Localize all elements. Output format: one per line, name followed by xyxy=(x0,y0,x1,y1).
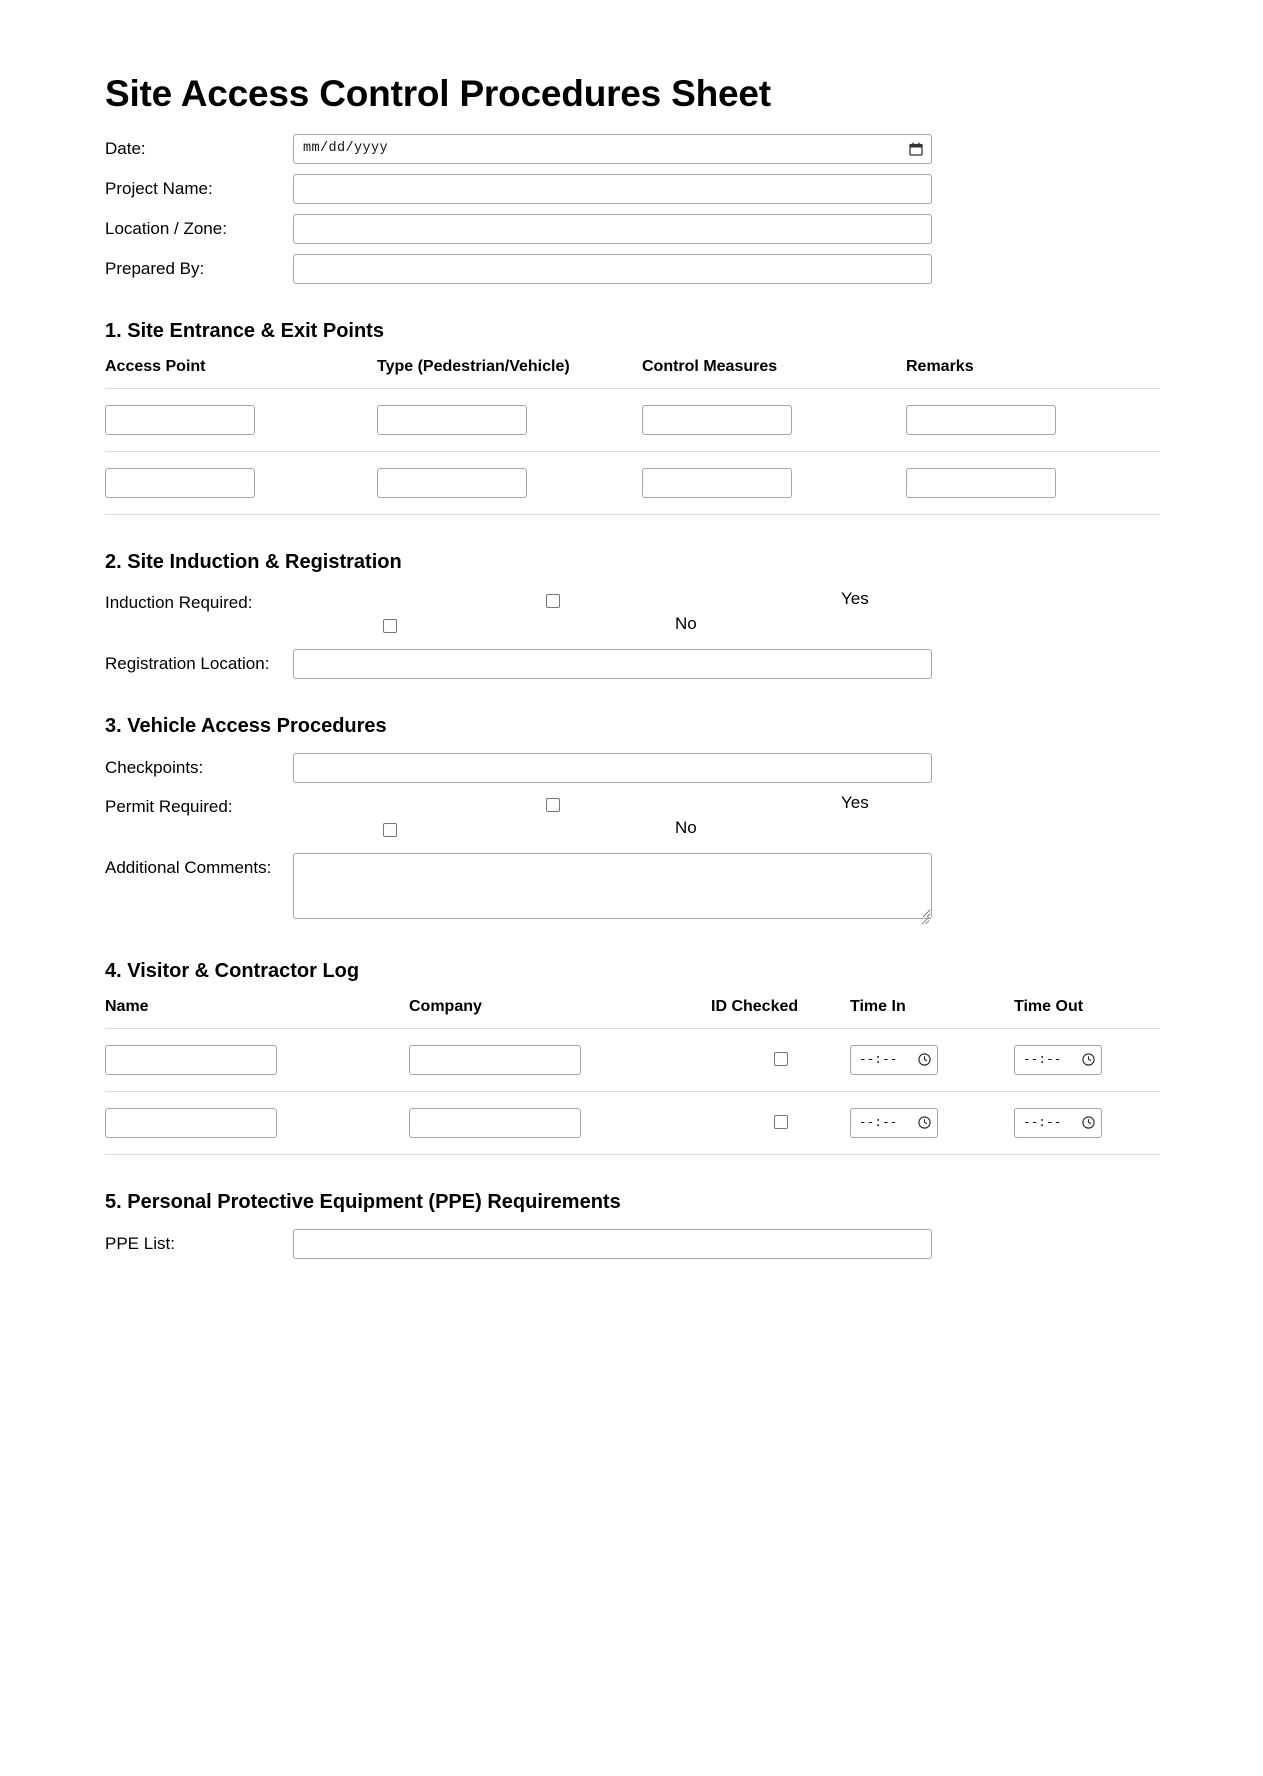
type-input-row1[interactable] xyxy=(377,405,527,435)
clock-icon[interactable] xyxy=(918,1116,931,1129)
field-row-location-zone xyxy=(105,214,1160,244)
date-input-wrapper[interactable] xyxy=(293,134,932,164)
access-point-input-row2[interactable] xyxy=(105,468,255,498)
induction-required-yes-label: Yes xyxy=(841,588,869,608)
time-in-input-row2[interactable] xyxy=(850,1108,938,1138)
field-row-date xyxy=(105,134,1160,164)
visitor-company-input-row2[interactable] xyxy=(409,1108,581,1138)
visitor-contractor-log-table xyxy=(105,998,1160,1155)
id-checked-checkbox-row1[interactable] xyxy=(774,1052,788,1066)
ppe-list-control xyxy=(293,1229,932,1259)
date-control xyxy=(293,134,932,164)
checkpoints-label: Checkpoints: xyxy=(105,757,204,777)
cell-control-measures xyxy=(642,451,906,514)
permit-required-yes-checkbox[interactable] xyxy=(546,798,560,812)
registration-location-input[interactable] xyxy=(293,649,932,679)
cell-access-point xyxy=(105,388,377,451)
additional-comments-wrapper xyxy=(293,853,932,924)
induction-required-no-label: No xyxy=(675,613,697,633)
induction-required-no-checkbox[interactable] xyxy=(383,619,397,633)
column-header-id-checked: ID Checked xyxy=(711,998,850,1029)
cell-control-measures xyxy=(642,388,906,451)
cell-id-checked xyxy=(711,1091,850,1154)
location-zone-control xyxy=(293,214,932,244)
permit-required-options xyxy=(293,793,1160,849)
cell-remarks xyxy=(906,451,1160,514)
visitor-company-input-row1[interactable] xyxy=(409,1045,581,1075)
checkpoints-input[interactable] xyxy=(293,753,932,783)
registration-location-label: Registration Location: xyxy=(105,653,270,673)
column-header-access-point: Access Point xyxy=(105,358,377,389)
ppe-list-label: PPE List: xyxy=(105,1233,175,1253)
field-row-prepared-by xyxy=(105,254,1160,284)
permit-required-yes-label: Yes xyxy=(841,792,869,812)
date-placeholder: mm/dd/yyyy xyxy=(303,141,389,157)
project-name-input[interactable] xyxy=(293,174,932,204)
section-heading-vehicle-access: 3. Vehicle Access Procedures xyxy=(105,714,387,737)
prepared-by-input[interactable] xyxy=(293,254,932,284)
time-out-input-row2[interactable] xyxy=(1014,1108,1102,1138)
control-measures-input-row1[interactable] xyxy=(642,405,792,435)
induction-required-row xyxy=(105,589,1160,645)
permit-required-no-checkbox[interactable] xyxy=(383,823,397,837)
cell-access-point xyxy=(105,451,377,514)
table-row xyxy=(105,451,1160,514)
column-header-control-measures: Control Measures xyxy=(642,358,906,389)
ppe-list-input[interactable] xyxy=(293,1229,932,1259)
cell-remarks xyxy=(906,388,1160,451)
prepared-by-control xyxy=(293,254,932,284)
remarks-input-row2[interactable] xyxy=(906,468,1056,498)
additional-comments-textarea[interactable] xyxy=(293,853,932,919)
cell-name xyxy=(105,1091,409,1154)
cell-type xyxy=(377,451,642,514)
project-name-label: Project Name: xyxy=(105,178,213,198)
cell-name xyxy=(105,1028,409,1091)
cell-id-checked xyxy=(711,1028,850,1091)
visitor-name-input-row2[interactable] xyxy=(105,1108,277,1138)
page-title: Site Access Control Procedures Sheet xyxy=(105,73,771,114)
table-row xyxy=(105,388,1160,451)
field-row-checkpoints xyxy=(105,753,1160,783)
cell-time-out xyxy=(1014,1091,1160,1154)
induction-required-yes-checkbox[interactable] xyxy=(546,594,560,608)
control-measures-input-row2[interactable] xyxy=(642,468,792,498)
column-header-remarks: Remarks xyxy=(906,358,1160,389)
entrance-exit-table xyxy=(105,358,1160,515)
field-row-registration-location xyxy=(105,649,1160,679)
time-in-placeholder-row2: --:-- xyxy=(859,1115,898,1130)
induction-required-options xyxy=(293,589,1160,645)
cell-time-out xyxy=(1014,1028,1160,1091)
location-zone-input[interactable] xyxy=(293,214,932,244)
remarks-input-row1[interactable] xyxy=(906,405,1056,435)
id-checked-checkbox-row2[interactable] xyxy=(774,1115,788,1129)
permit-required-row xyxy=(105,793,1160,849)
induction-required-label: Induction Required: xyxy=(105,592,253,612)
clock-icon[interactable] xyxy=(918,1053,931,1066)
field-row-additional-comments xyxy=(105,853,1160,924)
registration-location-control xyxy=(293,649,932,679)
time-in-input-row1[interactable] xyxy=(850,1045,938,1075)
section-heading-ppe-requirements: 5. Personal Protective Equipment (PPE) Requirements xyxy=(105,1190,621,1213)
header-fields-group xyxy=(105,134,1160,284)
table-row xyxy=(105,1091,1160,1154)
project-name-control xyxy=(293,174,932,204)
additional-comments-control xyxy=(293,853,932,924)
cell-type xyxy=(377,388,642,451)
section-heading-induction-registration: 2. Site Induction & Registration xyxy=(105,550,402,573)
section-heading-entrance-exit: 1. Site Entrance & Exit Points xyxy=(105,319,384,342)
permit-required-label: Permit Required: xyxy=(105,796,233,816)
column-header-company: Company xyxy=(409,998,711,1029)
time-out-input-row1[interactable] xyxy=(1014,1045,1102,1075)
cell-company xyxy=(409,1028,711,1091)
cell-time-in xyxy=(850,1028,1014,1091)
date-label: Date: xyxy=(105,138,146,158)
cell-company xyxy=(409,1091,711,1154)
section-heading-visitor-contractor-log: 4. Visitor & Contractor Log xyxy=(105,959,360,982)
clock-icon[interactable] xyxy=(1082,1116,1095,1129)
time-in-placeholder-row1: --:-- xyxy=(859,1052,898,1067)
time-out-placeholder-row1: --:-- xyxy=(1023,1052,1062,1067)
calendar-icon[interactable] xyxy=(909,142,923,156)
column-header-time-out: Time Out xyxy=(1014,998,1160,1029)
field-row-project-name xyxy=(105,174,1160,204)
prepared-by-label: Prepared By: xyxy=(105,258,205,278)
document-content xyxy=(105,72,1160,1269)
visitor-name-input-row1[interactable] xyxy=(105,1045,277,1075)
type-input-row2[interactable] xyxy=(377,468,527,498)
access-point-input-row1[interactable] xyxy=(105,405,255,435)
cell-time-in xyxy=(850,1091,1014,1154)
additional-comments-label: Additional Comments: xyxy=(105,857,272,877)
table-row xyxy=(105,1028,1160,1091)
table-header-row xyxy=(105,358,1160,389)
time-out-placeholder-row2: --:-- xyxy=(1023,1115,1062,1130)
column-header-time-in: Time In xyxy=(850,998,1014,1029)
column-header-name: Name xyxy=(105,998,409,1029)
checkpoints-control xyxy=(293,753,932,783)
date-input[interactable] xyxy=(293,134,932,164)
table-header-row xyxy=(105,998,1160,1029)
clock-icon[interactable] xyxy=(1082,1053,1095,1066)
permit-required-no-label: No xyxy=(675,817,697,837)
column-header-type: Type (Pedestrian/Vehicle) xyxy=(377,358,642,389)
field-row-ppe-list xyxy=(105,1229,1160,1259)
location-zone-label: Location / Zone: xyxy=(105,218,227,238)
